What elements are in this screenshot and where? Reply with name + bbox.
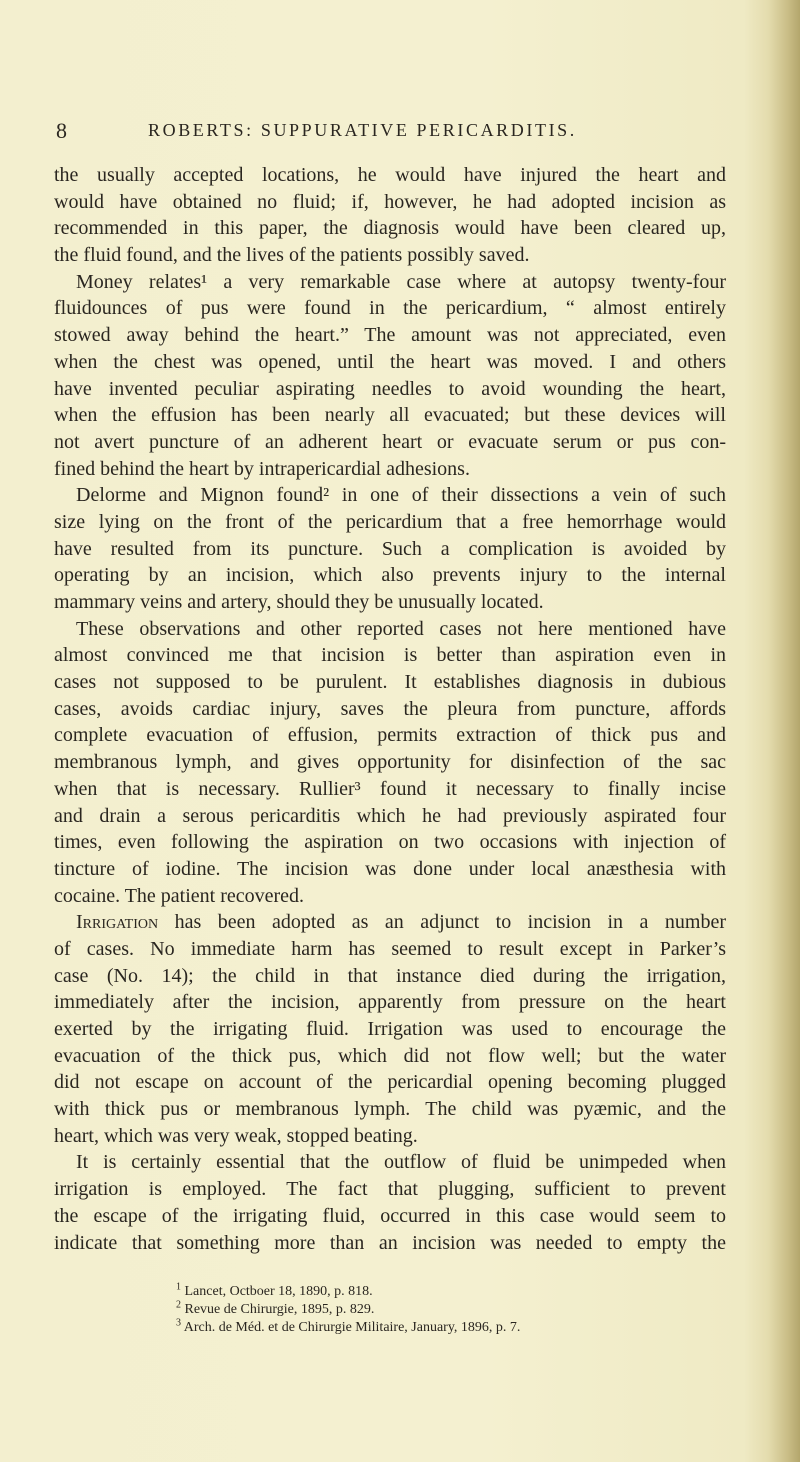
text-line: evacuation of the thick pus, which did not flow well; but the water	[54, 1044, 726, 1067]
text-line: cases not supposed to be purulent. It establishes diagnosis in dubious	[54, 671, 726, 694]
text-line: heart, which was very weak, stopped beating.	[54, 1124, 418, 1147]
text-line: and drain a serous pericarditis which he had previously aspirated four	[54, 804, 726, 827]
text-line: the fluid found, and the lives of the patients possibly saved.	[54, 244, 530, 267]
running-header	[54, 118, 726, 146]
footnote-mark: 1	[176, 1281, 181, 1293]
text-line: of cases. No immediate harm has seemed to result except in Parker’s	[54, 937, 726, 960]
footnotes	[176, 1283, 520, 1337]
text-line: the usually accepted locations, he would have injured the heart and	[54, 164, 726, 186]
text-line: size lying on the front of the pericardium that a free hemorrhage would	[54, 510, 726, 533]
text-line: Irrigation has been adopted as an adjunct to incision in a number	[76, 911, 726, 934]
page-number: 8	[56, 118, 67, 143]
text-line: when that is necessary. Rullier³ found it necessary to finally incise	[54, 777, 726, 800]
text-line: exerted by the irrigating fluid. Irrigation was used to encourage the	[54, 1018, 726, 1040]
text-line: complete evacuation of effusion, permits extraction of thick pus and	[54, 724, 726, 747]
text-line: times, even following the aspiration on two occasions with injection of	[54, 831, 726, 854]
text-line: It is certainly essential that the outflow of fluid be unimpeded when	[76, 1151, 726, 1174]
footnote	[176, 1319, 520, 1337]
text-line: recommended in this paper, the diagnosis would have been cleared up,	[54, 217, 726, 240]
text-line: stowed away behind the heart.” The amount was not appreciated, even	[54, 324, 726, 347]
footnote-mark: 2	[176, 1299, 181, 1311]
text-line: cases, avoids cardiac injury, saves the pleura from puncture, affords	[54, 697, 726, 720]
text-line: operating by an incision, which also prevents injury to the internal	[54, 564, 726, 587]
footnote-text: Revue de Chirurgie, 1895, p. 829.	[181, 1302, 375, 1317]
text-line: mammary veins and artery, should they be unusually located.	[54, 591, 544, 613]
text-line: Money relates¹ a very remarkable case where at autopsy twenty-four	[76, 270, 726, 293]
body-text	[54, 162, 726, 1256]
text-line: the escape of the irrigating fluid, occurred in this case would seem to	[54, 1204, 726, 1227]
text-line: would have obtained no fluid; if, however, he had adopted incision as	[54, 190, 726, 213]
text-line: tincture of iodine. The incision was done under local anæsthesia with	[54, 857, 726, 880]
text-line: when the effusion has been nearly all evacuated; but these devices will	[54, 404, 726, 427]
text-line: irrigation is employed. The fact that plugging, sufficient to prevent	[54, 1178, 726, 1201]
text-line: These observations and other reported cases not here mentioned have	[76, 617, 726, 640]
text-line: fluidounces of pus were found in the pericardium, “ almost entirely	[54, 297, 726, 320]
text-line: immediately after the incision, apparently from pressure on the heart	[54, 991, 726, 1014]
footnote	[176, 1301, 520, 1319]
text-line: case (No. 14); the child in that instance died during the irrigation,	[54, 964, 726, 987]
text-line: did not escape on account of the pericardial opening becoming plugged	[54, 1071, 726, 1094]
text-line: not avert puncture of an adherent heart or evacuate serum or pus con-	[54, 430, 726, 453]
text-line: when the chest was opened, until the heart was moved. I and others	[54, 350, 726, 373]
footnote-mark: 3	[176, 1317, 181, 1329]
text-line: fined behind the heart by intrapericardial adhesions.	[54, 457, 470, 480]
text-line: with thick pus or membranous lymph. The child was pyæmic, and the	[54, 1098, 726, 1121]
text-line: indicate that something more than an incision was needed to empty the	[54, 1231, 726, 1254]
text-line: have invented peculiar aspirating needles to avoid wounding the heart,	[54, 377, 726, 400]
text-line: Delorme and Mignon found² in one of their dissections a vein of such	[76, 484, 726, 507]
footnote-text: Arch. de Méd. et de Chirurgie Militaire, January, 1896, p. 7.	[181, 1320, 521, 1335]
footnote-text: Lancet, Octboer 18, 1890, p. 818.	[181, 1284, 373, 1299]
text-line: membranous lymph, and gives opportunity for disinfection of the sac	[54, 751, 726, 774]
text-line: cocaine. The patient recovered.	[54, 884, 305, 907]
running-title: ROBERTS: SUPPURATIVE PERICARDITIS.	[148, 120, 577, 140]
text-line: almost convinced me that incision is better than aspiration even in	[54, 644, 726, 667]
text-line: have resulted from its puncture. Such a complication is avoided by	[54, 537, 726, 560]
footnote	[176, 1283, 520, 1301]
